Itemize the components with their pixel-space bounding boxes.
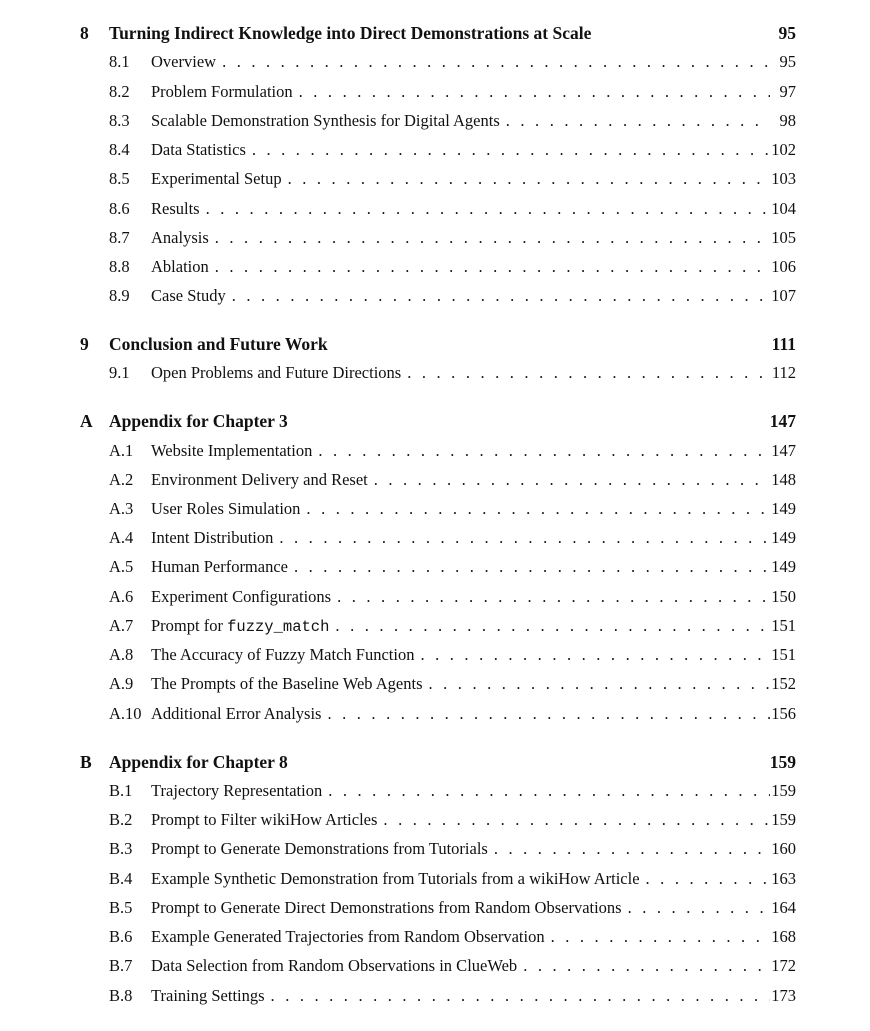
section-title[interactable]: Additional Error Analysis xyxy=(151,704,322,723)
toc-entry[interactable] xyxy=(109,498,796,520)
dot-leader xyxy=(206,198,770,220)
dot-leader xyxy=(407,362,770,384)
section-title[interactable]: Experiment Configurations xyxy=(151,587,332,606)
section-page[interactable]: 151 xyxy=(771,645,796,664)
dot-leader xyxy=(306,498,770,520)
dot-leader xyxy=(328,780,770,802)
section-title[interactable]: Analysis xyxy=(151,228,209,247)
section-title[interactable]: Prompt to Generate Direct Demonstrations from Random Observations xyxy=(151,898,622,917)
dot-leader xyxy=(383,809,770,831)
dot-leader xyxy=(506,110,770,132)
toc-entry[interactable] xyxy=(109,955,796,977)
section-page[interactable]: 159 xyxy=(771,781,796,800)
section-title[interactable]: Experimental Setup xyxy=(151,169,282,188)
section-number: 8.3 xyxy=(109,111,130,130)
section-title[interactable]: Human Performance xyxy=(151,557,288,576)
chapter-page[interactable]: 111 xyxy=(771,334,796,354)
section-page[interactable]: 159 xyxy=(771,810,796,829)
section-page[interactable]: 106 xyxy=(771,257,796,276)
toc-entry[interactable] xyxy=(109,809,796,831)
section-number: B.6 xyxy=(109,927,133,946)
section-number: A.4 xyxy=(109,528,134,547)
dot-leader xyxy=(215,256,770,278)
chapter-heading[interactable] xyxy=(80,332,796,356)
section-number: 8.6 xyxy=(109,199,130,218)
dot-leader xyxy=(215,227,770,249)
chapter-number: 9 xyxy=(80,334,89,354)
section-number: B.3 xyxy=(109,839,133,858)
section-page[interactable]: 148 xyxy=(771,470,796,489)
section-number: B.8 xyxy=(109,986,133,1005)
section-number: A.6 xyxy=(109,587,134,606)
section-page[interactable]: 103 xyxy=(771,169,796,188)
code-term: fuzzy_match xyxy=(227,618,330,636)
dot-leader xyxy=(327,703,770,725)
section-title[interactable]: Example Generated Trajectories from Random Observation xyxy=(151,927,545,946)
section-page[interactable]: 156 xyxy=(771,704,796,723)
dot-leader xyxy=(335,615,770,637)
chapter-title[interactable]: Appendix for Chapter 3 xyxy=(109,411,288,431)
section-title[interactable]: Training Settings xyxy=(151,986,265,1005)
toc-entry[interactable] xyxy=(109,362,796,384)
section-page[interactable]: 95 xyxy=(779,52,796,71)
chapter-title[interactable]: Conclusion and Future Work xyxy=(109,334,328,354)
dot-leader xyxy=(551,926,770,948)
toc-entry[interactable] xyxy=(109,780,796,802)
section-title[interactable]: Example Synthetic Demonstration from Tutorials from a wikiHow Article xyxy=(151,869,640,888)
dot-leader xyxy=(646,868,770,890)
dot-leader xyxy=(337,586,770,608)
dot-leader xyxy=(420,644,770,666)
section-number: A.1 xyxy=(109,441,134,460)
section-title[interactable]: Intent Distribution xyxy=(151,528,274,547)
toc-entry[interactable] xyxy=(109,227,796,249)
toc-entry[interactable] xyxy=(109,527,796,549)
section-page[interactable]: 98 xyxy=(779,111,796,130)
section-page[interactable]: 168 xyxy=(771,927,796,946)
chapter-number: B xyxy=(80,752,92,772)
section-title[interactable]: Data Selection from Random Observations in ClueWeb xyxy=(151,956,518,975)
section-page[interactable]: 149 xyxy=(771,557,796,576)
toc-entry[interactable] xyxy=(109,838,796,860)
dot-leader xyxy=(279,527,770,549)
section-number: A.5 xyxy=(109,557,134,576)
section-title[interactable]: User Roles Simulation xyxy=(151,499,301,518)
section-page[interactable]: 150 xyxy=(771,587,796,606)
section-page[interactable]: 104 xyxy=(771,199,796,218)
section-title[interactable]: Trajectory Representation xyxy=(151,781,323,800)
section-title[interactable]: Ablation xyxy=(151,257,209,276)
section-title[interactable]: Problem Formulation xyxy=(151,82,293,101)
section-number: A.3 xyxy=(109,499,134,518)
section-number: B.2 xyxy=(109,810,133,829)
toc-entry[interactable] xyxy=(109,897,796,919)
toc-entry[interactable] xyxy=(109,81,796,103)
dot-leader xyxy=(628,897,770,919)
dot-leader xyxy=(294,556,770,578)
section-title[interactable]: Environment Delivery and Reset xyxy=(151,470,368,489)
toc-entry[interactable] xyxy=(109,110,796,132)
section-title[interactable]: The Accuracy of Fuzzy Match Function xyxy=(151,645,415,664)
dot-leader xyxy=(494,838,770,860)
section-number: B.1 xyxy=(109,781,133,800)
section-page[interactable]: 152 xyxy=(771,674,796,693)
section-number: 8.9 xyxy=(109,286,130,305)
section-number: A.8 xyxy=(109,645,134,664)
section-number: A.9 xyxy=(109,674,134,693)
section-number: 8.5 xyxy=(109,169,130,188)
toc-entry[interactable] xyxy=(109,256,796,278)
section-page[interactable]: 149 xyxy=(771,499,796,518)
toc-entry[interactable] xyxy=(109,139,796,161)
section-title[interactable]: Prompt to Filter wikiHow Articles xyxy=(151,810,378,829)
section-title[interactable]: Data Statistics xyxy=(151,140,246,159)
section-page[interactable]: 112 xyxy=(771,363,796,382)
toc-entry[interactable] xyxy=(109,673,796,695)
toc-entry[interactable] xyxy=(109,926,796,948)
section-title[interactable]: Open Problems and Future Directions xyxy=(151,363,402,382)
dot-leader xyxy=(374,469,770,491)
section-number: A.2 xyxy=(109,470,134,489)
chapter-number: A xyxy=(80,411,93,431)
section-number: 9.1 xyxy=(109,363,130,382)
section-number: 8.4 xyxy=(109,140,130,159)
toc-entry[interactable] xyxy=(109,168,796,190)
section-title[interactable]: Scalable Demonstration Synthesis for Digital Agents xyxy=(151,111,500,130)
section-page[interactable]: 105 xyxy=(771,228,796,247)
dot-leader xyxy=(252,139,770,161)
toc-entry[interactable] xyxy=(109,51,796,73)
chapter-heading[interactable] xyxy=(80,409,796,433)
section-title[interactable]: Results xyxy=(151,199,200,218)
section-number: B.4 xyxy=(109,869,133,888)
toc-entry[interactable] xyxy=(109,868,796,890)
toc-entry[interactable] xyxy=(109,556,796,578)
section-title[interactable]: Case Study xyxy=(151,286,226,305)
section-page[interactable]: 172 xyxy=(771,956,796,975)
section-page[interactable]: 151 xyxy=(771,616,796,635)
section-title[interactable]: The Prompts of the Baseline Web Agents xyxy=(151,674,423,693)
section-number: A.7 xyxy=(109,616,134,635)
section-number: B.7 xyxy=(109,956,133,975)
toc-entry[interactable] xyxy=(109,985,796,1007)
dot-leader xyxy=(288,168,770,190)
chapter-heading[interactable] xyxy=(80,750,796,774)
section-page[interactable]: 97 xyxy=(779,82,796,101)
section-page[interactable]: 149 xyxy=(771,528,796,547)
toc-entry[interactable] xyxy=(109,198,796,220)
chapter-number: 8 xyxy=(80,23,89,43)
section-number: A.10 xyxy=(109,704,142,723)
section-page[interactable]: 102 xyxy=(771,140,796,159)
section-page[interactable]: 147 xyxy=(771,441,796,460)
toc-entry[interactable] xyxy=(109,644,796,666)
toc-entry[interactable] xyxy=(109,440,796,462)
section-page[interactable]: 164 xyxy=(771,898,796,917)
toc-entry[interactable] xyxy=(109,586,796,608)
section-title[interactable] xyxy=(151,615,335,638)
dot-leader xyxy=(523,955,770,977)
toc-entry[interactable] xyxy=(109,615,796,637)
dot-leader xyxy=(299,81,770,103)
toc-entry[interactable] xyxy=(109,285,796,307)
dot-leader xyxy=(318,440,770,462)
section-page[interactable]: 163 xyxy=(771,869,796,888)
section-number: B.5 xyxy=(109,898,133,917)
section-title-text: Prompt for xyxy=(151,616,228,635)
toc-entry[interactable] xyxy=(109,469,796,491)
section-page[interactable]: 173 xyxy=(771,986,796,1005)
chapter-heading[interactable] xyxy=(80,21,796,45)
chapter-page[interactable]: 147 xyxy=(769,411,796,431)
chapter-title[interactable]: Turning Indirect Knowledge into Direct Demonstrations at Scale xyxy=(109,23,592,43)
section-title[interactable]: Website Implementation xyxy=(151,441,313,460)
section-title[interactable]: Prompt to Generate Demonstrations from Tutorials xyxy=(151,839,488,858)
dot-leader xyxy=(222,51,770,73)
section-number: 8.7 xyxy=(109,228,130,247)
dot-leader xyxy=(232,285,770,307)
chapter-page[interactable]: 159 xyxy=(769,752,796,772)
section-page[interactable]: 107 xyxy=(771,286,796,305)
toc-entry[interactable] xyxy=(109,703,796,725)
section-title[interactable]: Overview xyxy=(151,52,217,71)
dot-leader xyxy=(429,673,771,695)
section-number: 8.1 xyxy=(109,52,130,71)
section-number: 8.2 xyxy=(109,82,130,101)
chapter-page[interactable]: 95 xyxy=(778,23,796,43)
chapter-title[interactable]: Appendix for Chapter 8 xyxy=(109,752,288,772)
dot-leader xyxy=(271,985,770,1007)
section-page[interactable]: 160 xyxy=(771,839,796,858)
section-number: 8.8 xyxy=(109,257,130,276)
